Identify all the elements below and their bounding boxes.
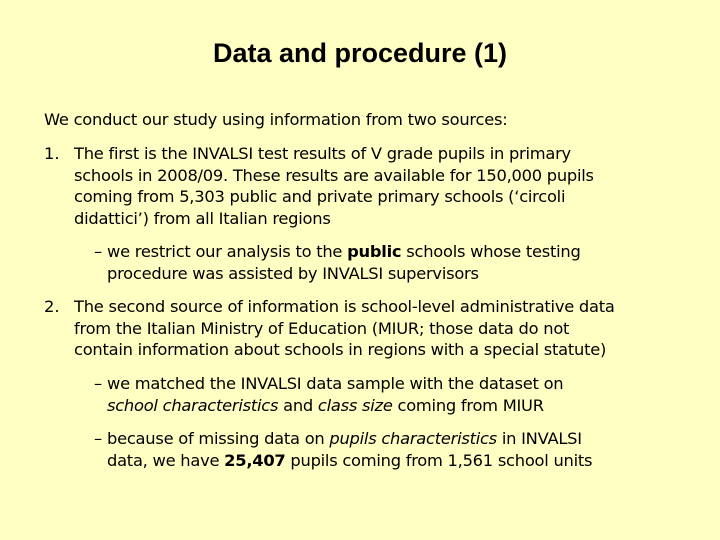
italic-text: class size xyxy=(317,395,393,415)
text-line xyxy=(107,373,563,394)
sub-bullet-dash: – xyxy=(94,374,103,393)
text-segment: from the Italian Ministry of Education (MIUR; those data do not xyxy=(74,318,570,338)
sub-bullet-dash: – xyxy=(94,429,103,448)
sub-bullet-dash: – xyxy=(94,242,103,261)
text-segment: we matched the INVALSI data sample with the dataset on xyxy=(107,374,564,393)
text-line xyxy=(74,318,569,339)
text-segment: because of missing data on xyxy=(107,429,330,448)
text-line xyxy=(74,165,594,186)
bold-text: public xyxy=(347,242,402,261)
text-line xyxy=(44,109,507,130)
text-segment: The first is the INVALSI test results of V grade pupils in primary xyxy=(74,144,571,163)
text-line xyxy=(74,186,565,207)
text-segment: procedure was assisted by INVALSI supervisors xyxy=(107,263,479,283)
text-segment: We conduct our study using information from two sources: xyxy=(44,110,508,129)
text-line xyxy=(74,296,615,317)
bold-text: 25,407 xyxy=(224,450,286,470)
text-line xyxy=(107,428,582,449)
text-segment: didattici’) from all Italian regions xyxy=(74,208,331,228)
text-line xyxy=(74,143,571,164)
text-segment: The second source of information is school-level administrative data xyxy=(74,297,615,316)
text-segment: coming from MIUR xyxy=(392,395,544,415)
text-segment: schools in 2008/09. These results are available for 150,000 pupils xyxy=(74,165,594,185)
text-segment: contain information about schools in regions with a special statute) xyxy=(74,340,607,359)
text-segment: in INVALSI xyxy=(496,429,582,448)
slide-title: Data and procedure (1) xyxy=(212,38,508,68)
list-number: 2. xyxy=(44,297,60,316)
italic-text: school characteristics xyxy=(107,395,279,415)
text-segment: pupils coming from 1,561 school units xyxy=(285,450,593,470)
text-line xyxy=(74,208,331,229)
text-line xyxy=(107,395,544,416)
text-line xyxy=(107,450,592,471)
text-line xyxy=(107,263,479,284)
text-segment: schools whose testing xyxy=(401,242,581,261)
italic-text: pupils characteristics xyxy=(329,429,497,448)
text-segment: and xyxy=(278,395,318,415)
list-number: 1. xyxy=(44,144,60,163)
text-segment: data, we have xyxy=(107,450,225,470)
text-line xyxy=(74,339,606,360)
text-line xyxy=(107,241,581,262)
text-segment: we restrict our analysis to the xyxy=(107,242,348,261)
text-segment: coming from 5,303 public and private primary schools (‘circoli xyxy=(74,187,566,206)
